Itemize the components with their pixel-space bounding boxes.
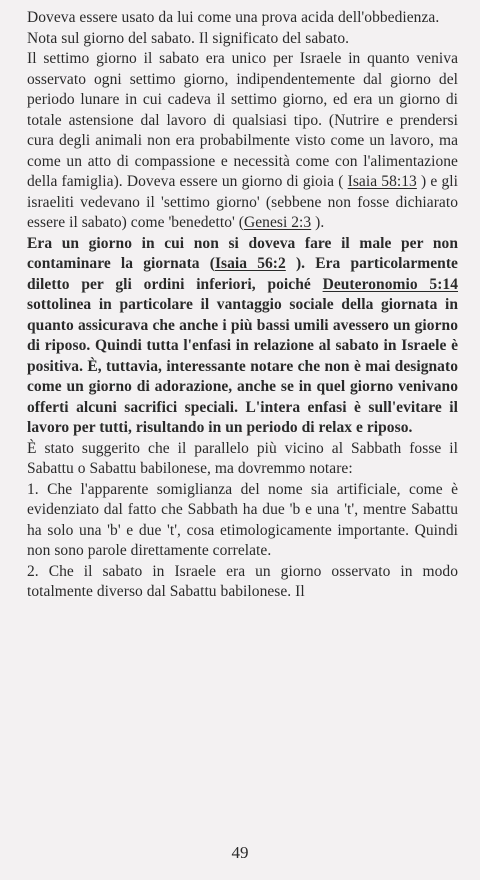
paragraph-1: Doveva essere usato da lui come una prova acida dell'obbedienza.	[27, 9, 440, 26]
scripture-reference: Isaia 58:13	[347, 173, 417, 190]
paragraph-6: 1. Che l'apparente somiglianza del nome sia artificiale, come è evidenziato dal fatto che Sabbath ha due 'b e una 't', mentre Sabattu ha solo una 'b' e due 't', cosa etimologicamente importante. Quindi non sono parole direttamente correlate.	[27, 480, 458, 559]
scripture-reference: Deuteronomio 5:14	[322, 275, 459, 293]
scripture-reference: Isaia 56:2	[214, 255, 286, 272]
paragraph-7: 2. Che il sabato in Israele era un giorno osservato in modo totalmente diverso dal Sabattu babilonese. Il	[27, 562, 458, 600]
paragraph-5: È stato suggerito che il parallelo più vicino al Sabbath fosse il Sabattu o Sabattu babilonese, ma dovremmo notare:	[27, 439, 458, 477]
body-text	[27, 8, 458, 603]
page-number: 49	[231, 843, 249, 862]
scripture-reference: Genesi 2:3	[243, 214, 312, 231]
paragraph-3: Il settimo giorno il sabato era unico per Israele in quanto veniva osservato ogni settimo giorno, indipendentemente dal giorno del periodo lunare in cui cadeva il settimo giorno, ed era un giorno di totale astensione dal lavoro di qualsiasi tipo. (Nutrire e prendersi cura degli animali non era probabilmente visto come un lavoro, ma come un atto di compassione e necessità come con l'alimentazione della famiglia). Doveva essere un giorno di gioia ( Isaia 58:13 ) e gli israeliti vedevano il 'settimo giorno' (sebbene non fosse dichiarato essere il sabato) come 'benedetto' (Genesi 2:3 ).	[27, 50, 458, 231]
paragraph-4: Era un giorno in cui non si doveva fare il male per non contaminare la giornata (Isaia 56:2 ). Era particolarmente diletto per gli ordini inferiori, poiché Deuteronomio 5:14 sottolinea in particolare il vantaggio sociale della giornata in quanto assicurava che anche i più bassi umili avessero un giorno di riposo. Quindi tutta l'enfasi in relazione al sabato in Israele è positiva. È, tuttavia, interessante notare che non è mai designato come un giorno di adorazione, anche se in quel giorno venivano offerti alcuni sacrifici speciali. L'intera enfasi è sull'evitare il lavoro per tutti, risultando in un periodo di relax e riposo.	[27, 234, 459, 436]
paragraph-2: Nota sul giorno del sabato. Il significato del sabato.	[27, 29, 350, 47]
